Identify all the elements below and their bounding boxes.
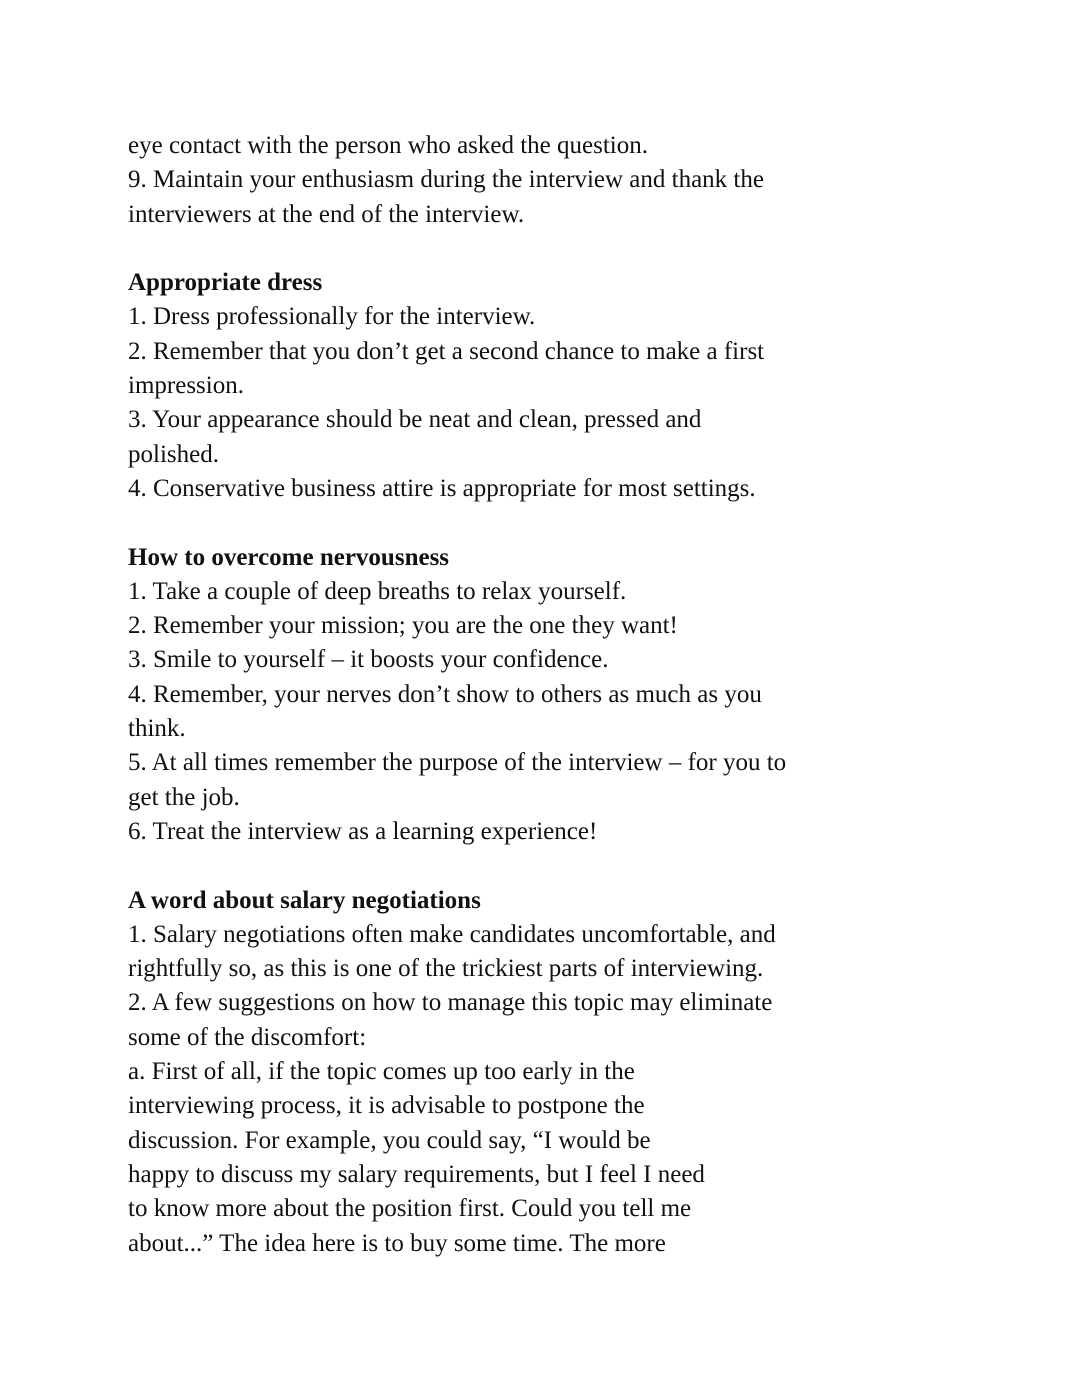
text-line: 5. At all times remember the purpose of the interview – for you to	[128, 749, 787, 777]
text-line: 1. Salary negotiations often make candidates uncomfortable, and	[128, 920, 776, 948]
text-line: 2. Remember your mission; you are the one they want!	[128, 612, 678, 640]
text-line: 2. A few suggestions on how to manage this topic may eliminate	[128, 989, 773, 1017]
text-line: impression.	[128, 372, 244, 400]
text-line: 9. Maintain your enthusiasm during the interview and thank the	[128, 166, 764, 194]
text-line: interviewers at the end of the interview.	[128, 200, 525, 228]
text-line: 6. Treat the interview as a learning experience!	[128, 817, 598, 845]
text-line: happy to discuss my salary requirements, but I feel I need	[128, 1160, 705, 1188]
text-line: get the job.	[128, 783, 240, 811]
text-line: 1. Dress professionally for the interview.	[128, 303, 536, 331]
text-line: discussion. For example, you could say, “I would be	[128, 1126, 651, 1154]
section-overcome-nervousness	[128, 541, 1028, 850]
text-line: 3. Smile to yourself – it boosts your confidence.	[128, 646, 609, 674]
section-heading-overcome-nervousness: How to overcome nervousness	[128, 543, 450, 571]
text-line: 2. Remember that you don’t get a second chance to make a first	[128, 337, 765, 365]
text-line: a. First of all, if the topic comes up too early in the	[128, 1058, 635, 1086]
text-line: 3. Your appearance should be neat and clean, pressed and	[128, 406, 702, 434]
section-appropriate-dress	[128, 266, 1028, 506]
text-line: 4. Conservative business attire is appropriate for most settings.	[128, 474, 756, 502]
text-line: about...” The idea here is to buy some time. The more	[128, 1229, 666, 1257]
text-line: 1. Take a couple of deep breaths to relax yourself.	[128, 577, 627, 605]
text-line: 4. Remember, your nerves don’t show to others as much as you	[128, 680, 762, 708]
text-line: eye contact with the person who asked the question.	[128, 132, 648, 159]
text-line: rightfully so, as this is one of the trickiest parts of interviewing.	[128, 955, 764, 983]
section-heading-salary-negotiations: A word about salary negotiations	[128, 886, 481, 914]
text-line: some of the discomfort:	[128, 1023, 367, 1051]
text-line: think.	[128, 715, 186, 743]
text-line: interviewing process, it is advisable to postpone the	[128, 1092, 645, 1120]
document-content	[128, 129, 1028, 1261]
section-heading-appropriate-dress: Appropriate dress	[128, 269, 323, 297]
section-salary-negotiations	[128, 884, 1028, 1261]
section-intro	[128, 129, 1028, 232]
text-line: to know more about the position first. Could you tell me	[128, 1195, 692, 1223]
text-line: polished.	[128, 440, 219, 468]
